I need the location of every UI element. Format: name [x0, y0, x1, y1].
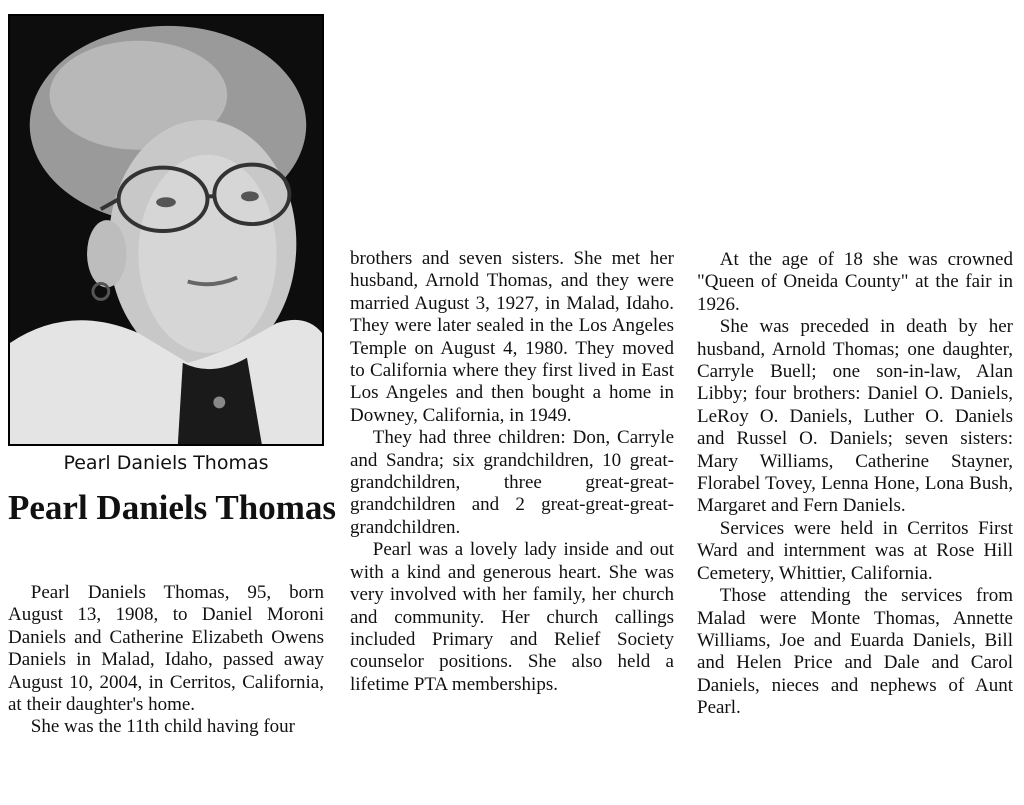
paragraph-queen: At the age of 18 she was crowned "Queen of Oneida County" at the fair in 1926. [697, 249, 1013, 315]
photo-caption: Pearl Daniels Thomas [63, 452, 269, 474]
paragraph-family-continued: brothers and seven sisters. She met her husband, Arnold Thomas, and they were married August 3, 1927, in Malad, Idaho. They were later sealed in the Los Angeles Temple on August 4, 1980. They moved to California where they first lived in East Los Angeles and then bought a home in Downey, California, in 1949. [350, 248, 674, 426]
paragraph-attendees: Those attending the services from Malad were Monte Thomas, Annette Williams, Joe and Euarda Daniels, Bill and Helen Price and Dale and Carol Daniels, nieces and nephews of Aunt Pearl. [697, 585, 1013, 719]
column-2 [350, 248, 674, 696]
portrait-illustration [10, 16, 322, 444]
paragraph-character: Pearl was a lovely lady inside and out with a kind and generous heart. She was very involved with her family, her church and community. Her church callings included Primary and Relief Society counselor positions. She also held a lifetime PTA memberships. [350, 539, 674, 695]
column-1 [8, 582, 324, 739]
obituary-headline: Pearl Daniels Thomas [8, 488, 336, 527]
column-3 [697, 249, 1013, 720]
portrait-photo [8, 14, 324, 446]
paragraph-services: Services were held in Cerritos First Ward and internment was at Rose Hill Cemetery, Whittier, California. [697, 517, 1013, 584]
paragraph-family-start: She was the 11th child having four [30, 716, 295, 738]
paragraph-birth-death: Pearl Daniels Thomas, 95, born August 13, 1908, to Daniel Moroni Daniels and Catherine Elizabeth Owens Daniels in Malad, Idaho, passed away August 10, 2004, in Cerritos, California, at their daughter's home. [8, 582, 324, 716]
paragraph-children: They had three children: Don, Carryle and Sandra; six grandchildren, 10 great-grandchildren, three great-great-grandchildren and 2 great-great-great-grandchildren. [350, 427, 674, 538]
paragraph-preceded: She was preceded in death by her husband, Arnold Thomas; one daughter, Carryle Buell; one son-in-law, Alan Libby; four brothers: Daniel O. Daniels, LeRoy O. Daniels, Luther O. Daniels and Russel O. Daniels; seven sisters: Mary Williams, Catherine Stayner, Florabel Tovey, Lenna Hone, Lona Bush, Margaret and Fern Daniels. [697, 316, 1013, 517]
